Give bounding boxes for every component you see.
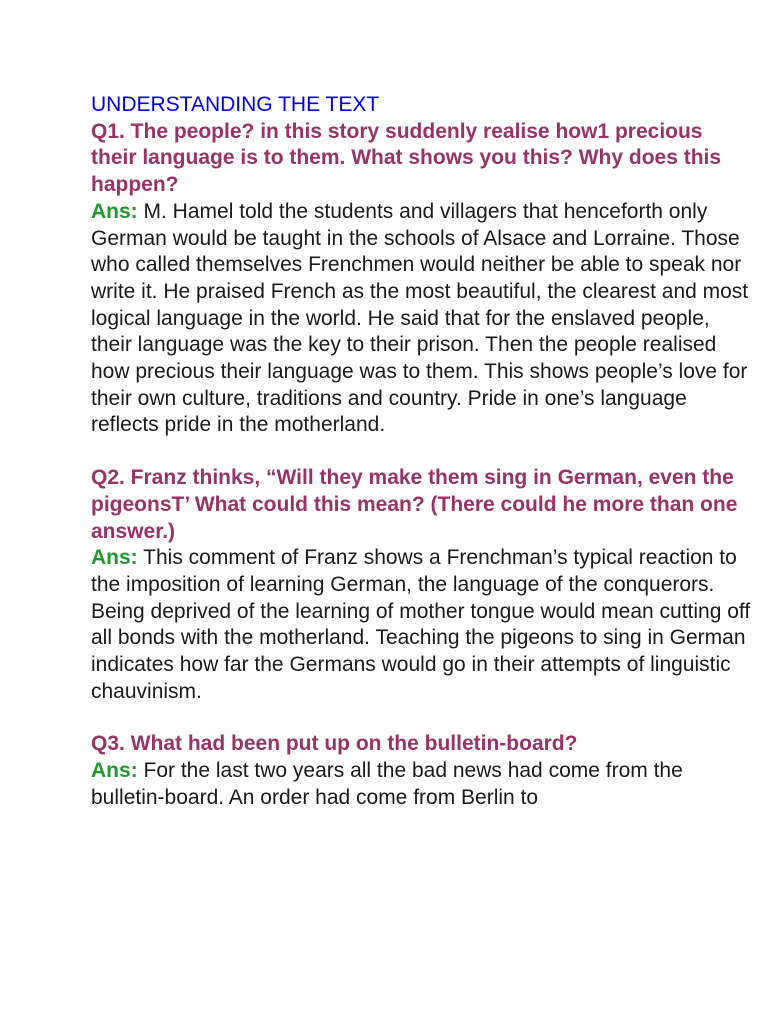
paragraph-gap [91,705,751,731]
qa-block-3 [91,731,751,811]
answer-3-text: For the last two years all the bad news had come from the bulletin-board. An order had come from Berlin to [91,759,683,809]
question-1: Q1. The people? in this story suddenly realise how1 precious their language is to them. What shows you this? Why does this happen? [91,119,722,197]
question-2: Q2. Franz thinks, “Will they make them sing in German, even the pigeonsT’ What could this mean? (There could he more than one answer.) [91,466,738,543]
paragraph-gap [91,439,751,465]
answer-label: Ans: [91,546,138,570]
qa-block-1 [91,119,751,439]
answer-1 [91,199,751,439]
question-3: Q3. What had been put up on the bulletin-board? [91,732,578,756]
answer-3 [91,758,751,811]
answer-2 [91,545,751,705]
answer-2-text: This comment of Franz shows a Frenchman’s typical reaction to the imposition of learning German, the language of the conquerors. Being deprived of the learning of mother tongue would mean cutting off all bonds with the motherland. Teaching the pigeons to sing in German indicates how far the Germans would go in their attempts of linguistic chauvinism. [91,546,751,703]
qa-block-2 [91,465,751,705]
answer-1-text: M. Hamel told the students and villagers that henceforth only German would be taught in the schools of Alsace and Lorraine. Those who called themselves Frenchmen would neither be able to speak nor write it. He praised French as the most beautiful, the clearest and most logical language in the world. He said that for the enslaved people, their language was the key to their prison. Then the people realised how precious their language was to them. This shows people’s love for their own culture, traditions and country. Pride in one’s language reflects pride in the motherland. [91,199,749,437]
answer-label: Ans: [91,759,138,783]
section-heading: UNDERSTANDING THE TEXT [91,93,380,116]
answer-label: Ans: [91,199,138,223]
document-page [91,92,751,812]
